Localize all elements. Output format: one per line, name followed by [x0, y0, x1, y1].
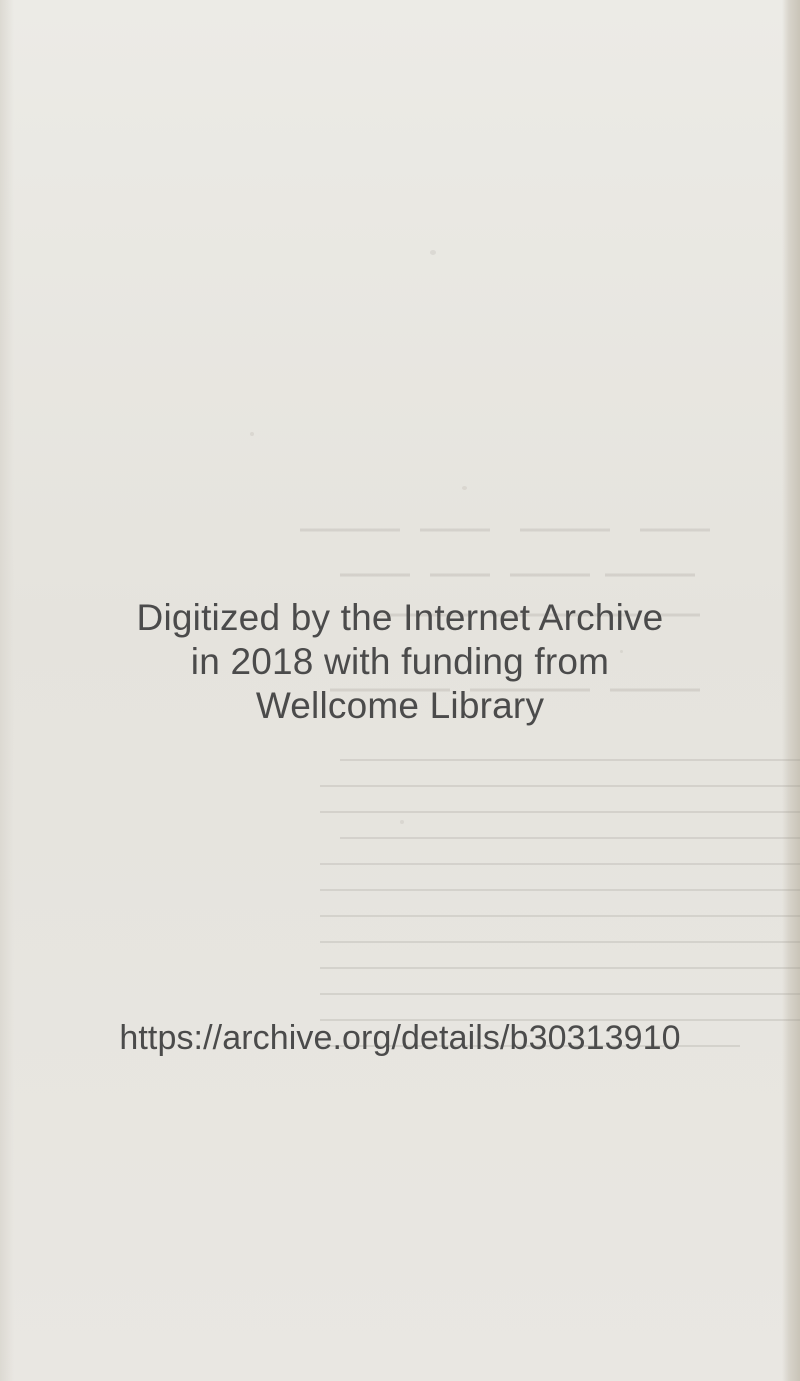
page-speck: [250, 432, 254, 436]
digitization-notice-line-2: in 2018 with funding from: [190, 641, 610, 682]
show-through-body-text: [320, 740, 800, 1060]
page-speck: [400, 820, 404, 824]
digitization-notice-line-3: Wellcome Library: [255, 685, 545, 726]
page-speck: [430, 250, 436, 255]
page-speck: [462, 486, 467, 490]
archive-url[interactable]: https://archive.org/details/b30313910: [119, 1019, 681, 1057]
digitization-notice-line-1: Digitized by the Internet Archive: [136, 597, 664, 638]
